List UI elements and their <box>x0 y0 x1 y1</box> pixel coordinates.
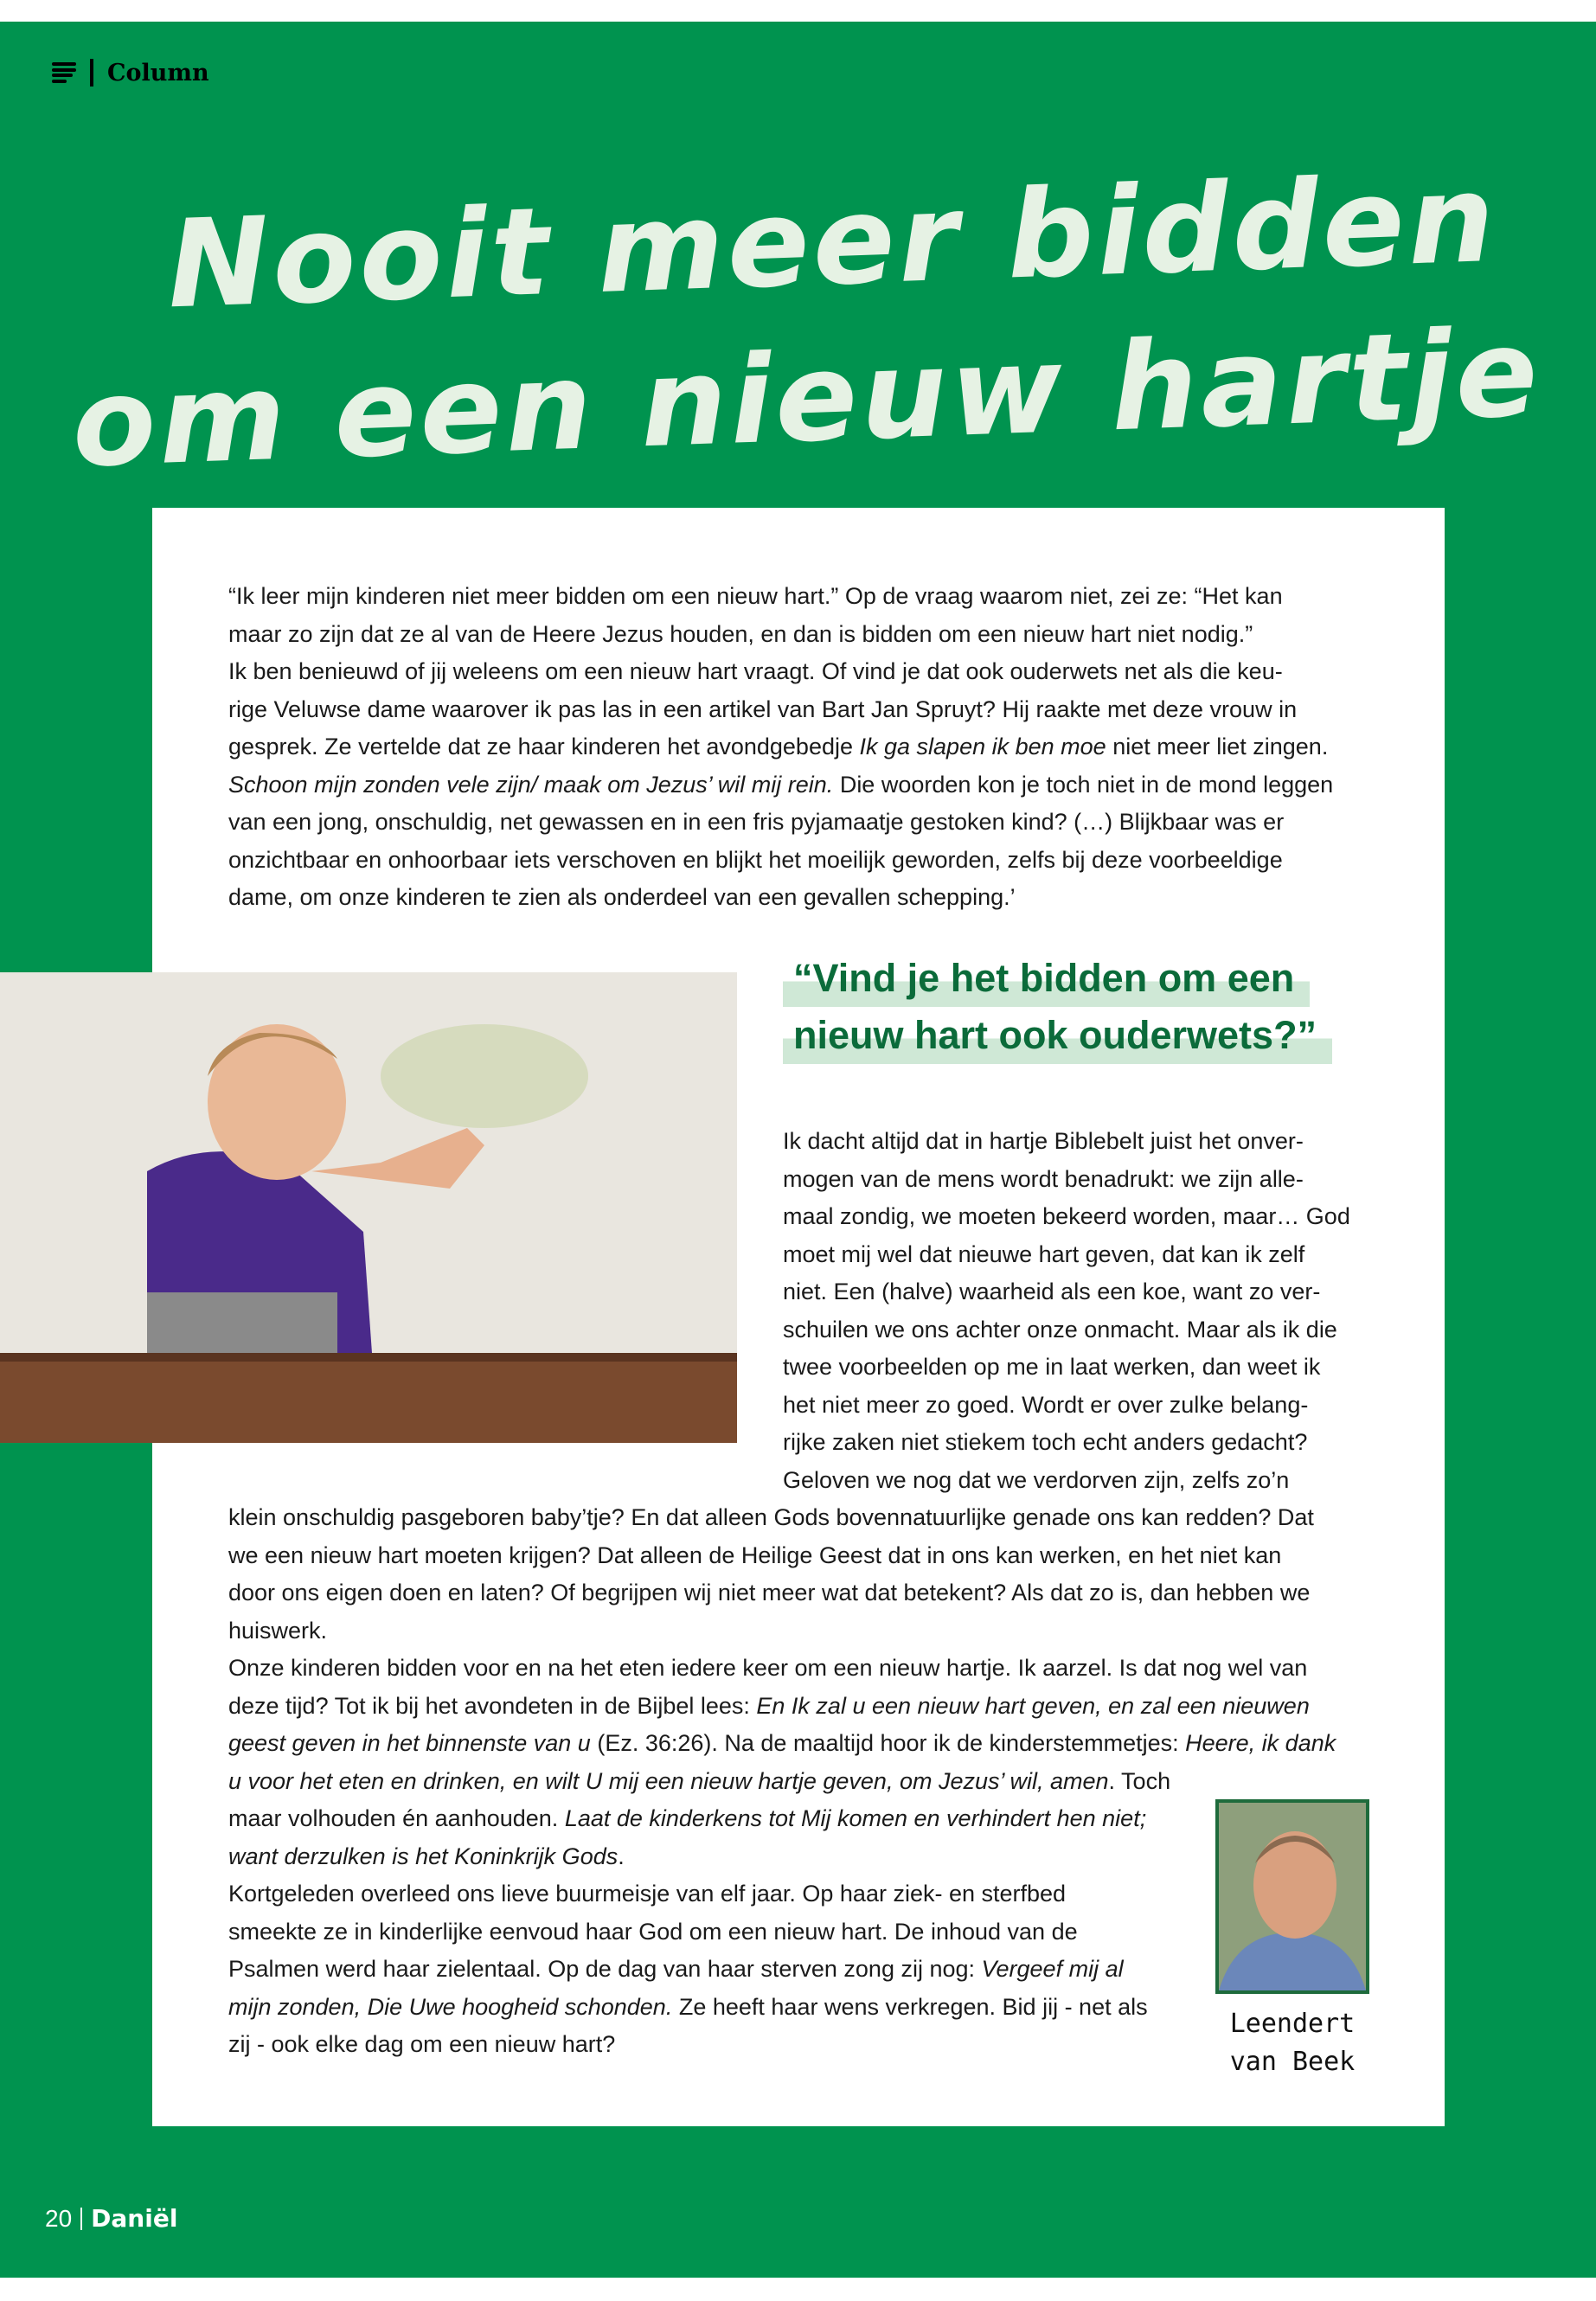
text-line <box>783 1236 1350 1274</box>
page-number: 20 <box>45 2204 73 2232</box>
text-line <box>228 1537 1336 1575</box>
author-photo <box>1215 1799 1369 1994</box>
body-text: Onze kinderen bidden voor en na het eten iedere keer om een nieuw hartje. Ik aarzel. Is dat nog wel van <box>228 1655 1308 1681</box>
pull-quote-line-1: “Vind je het bidden om een <box>783 950 1310 1007</box>
italic-quote-text: want derzulken is het Koninkrijk Gods <box>228 1843 619 1869</box>
body-text: maar zo zijn dat ze al van de Heere Jezus houden, en dan is bidden om een nieuw hart niet nodig.” <box>228 620 1253 647</box>
body-text: rige Veluwse dame waarover ik pas las in een artikel van Bart Jan Spruyt? Hij raakte met deze vrouw in <box>228 695 1298 722</box>
author-name <box>1215 2005 1369 2081</box>
text-line <box>783 1311 1350 1349</box>
body-text: smeekte ze in kinderlijke eenvoud haar God om een nieuw hart. De inhoud van de <box>228 1918 1078 1945</box>
page-footer <box>45 2204 177 2233</box>
text-line <box>228 1499 1336 1537</box>
text-line <box>783 1387 1350 1425</box>
text-line <box>783 1273 1350 1311</box>
text-line <box>783 1198 1350 1236</box>
text-line <box>783 1424 1350 1462</box>
text-line <box>228 879 1333 917</box>
text-line <box>783 1462 1350 1500</box>
body-text: maar volhouden én aanhouden. <box>228 1805 565 1831</box>
body-text: klein onschuldig pasgeboren baby’tje? En dat alleen Gods bovennatuurlijke genade ons kan redden? Dat <box>228 1504 1314 1530</box>
text-line <box>228 842 1333 880</box>
author-first-name: Leendert <box>1229 2009 1356 2039</box>
body-text: Ze heeft haar wens verkregen. Bid jij - net als <box>672 1993 1148 2020</box>
italic-quote-text: Laat de kinderkens tot Mij komen en verhindert hen niet; <box>564 1805 1147 1831</box>
body-text: (Ez. 36:26). Na de maaltijd hoor ik de kinderstemmetjes: <box>590 1730 1186 1756</box>
praying-boy-photo <box>0 972 737 1443</box>
body-text: gesprek. Ze vertelde dat ze haar kinderen het avondgebedje <box>228 734 860 760</box>
italic-quote-text: Heere, ik dank <box>1185 1730 1336 1756</box>
text-line <box>228 616 1333 654</box>
text-line <box>228 804 1333 842</box>
text-line <box>228 691 1333 729</box>
body-text: onzichtbaar en onhoorbaar iets verschoven en blijkt het moeilijk geworden, zelfs bij deze voorbeeldige <box>228 846 1283 873</box>
divider <box>90 59 93 87</box>
body-text: “Ik leer mijn kinderen niet meer bidden om een nieuw hart.” Op de vraag waarom niet, zei ze: “Het kan <box>228 583 1283 609</box>
body-text: rijke zaken niet stiekem toch echt anders gedacht? <box>783 1429 1308 1455</box>
text-line <box>228 1951 1336 1989</box>
body-text: zij - ook elke dag om een nieuw hart? <box>228 2031 616 2057</box>
body-text: Psalmen werd haar zielentaal. Op de dag van haar sterven zong zij nog: <box>228 1956 982 1982</box>
text-line <box>783 1161 1350 1199</box>
text-line <box>228 1725 1336 1763</box>
body-text: niet. Een (halve) waarheid als een koe, want zo ver- <box>783 1279 1321 1304</box>
body-text: mogen van de mens wordt benadrukt: we zijn alle- <box>783 1165 1304 1192</box>
text-line <box>228 1650 1336 1688</box>
text-line <box>783 1349 1350 1387</box>
body-text: niet meer liet zingen. <box>1106 734 1329 760</box>
headline-line-2: om een nieuw hartje <box>69 303 1544 496</box>
section-title: Column <box>107 59 209 87</box>
text-line <box>228 653 1333 691</box>
body-text: door ons eigen doen en laten? Of begrijpen wij niet meer wat dat betekent? Als dat zo is, dan hebben we <box>228 1580 1311 1606</box>
pull-quote-line-2: nieuw hart ook ouderwets?” <box>783 1007 1332 1064</box>
text-line <box>228 1612 1336 1650</box>
body-text: . <box>618 1843 625 1869</box>
body-text: . Toch <box>1108 1767 1171 1794</box>
italic-quote-text: mijn zonden, Die Uwe hoogheid schonden. <box>228 1993 673 2020</box>
headline-line-1: Nooit meer bidden <box>165 148 1500 336</box>
text-line <box>228 578 1333 616</box>
italic-quote-text: geest geven in het binnenste van u <box>228 1730 591 1756</box>
section-label <box>52 59 209 87</box>
italic-quote-text: u voor het eten en drinken, en wilt U mij een nieuw hartje geven, om Jezus’ wil, amen <box>228 1767 1109 1794</box>
body-text: we een nieuw hart moeten krijgen? Dat alleen de Heilige Geest dat in ons kan werken, en het niet kan <box>228 1541 1282 1568</box>
body-text: deze tijd? Tot ik bij het avondeten in de Bijbel lees: <box>228 1692 757 1719</box>
column-icon <box>52 62 76 83</box>
text-line <box>228 1989 1336 2027</box>
body-text: Kortgeleden overleed ons lieve buurmeisje van elf jaar. Op haar ziek- en sterfbed <box>228 1881 1067 1907</box>
body-text: van een jong, onschuldig, net gewassen en in een fris pyjamaatje gestoken kind? (…) Blijkbaar was er <box>228 809 1285 835</box>
body-text: Ik ben benieuwd of jij weleens om een nieuw hart vraagt. Of vind je dat ook ouderwets net als die keu- <box>228 658 1283 684</box>
body-text: moet mij wel dat nieuwe hart geven, dat kan ik zelf <box>783 1240 1305 1267</box>
body-text: dame, om onze kinderen te zien als onderdeel van een gevallen schepping.’ <box>228 884 1016 910</box>
body-text: schuilen we ons achter onze onmacht. Maar als ik die <box>783 1316 1337 1343</box>
closing-paragraphs <box>228 1499 1336 2064</box>
body-text: Die woorden kon je toch niet in de mond leggen <box>833 771 1334 798</box>
text-line <box>228 1574 1336 1612</box>
text-line <box>228 766 1333 804</box>
body-text: maal zondig, we moeten bekeerd worden, maar… God <box>783 1203 1350 1229</box>
italic-quote-text: Ik ga slapen ik ben moe <box>859 734 1106 760</box>
italic-quote-text: Vergeef mij al <box>981 1956 1124 1982</box>
footer-divider <box>80 2208 82 2230</box>
text-line <box>228 2026 1336 2064</box>
text-line <box>228 1875 1336 1913</box>
text-line <box>228 1688 1336 1726</box>
text-line <box>228 728 1333 766</box>
magazine-name: Daniël <box>91 2204 178 2233</box>
author-last-name: van Beek <box>1229 2047 1356 2077</box>
text-line <box>228 1838 1336 1876</box>
pull-quote <box>783 950 1332 1064</box>
italic-quote-text: Schoon mijn zonden vele zijn/ maak om Jezus’ wil mij rein. <box>228 771 834 798</box>
text-line <box>228 1913 1336 1952</box>
body-text: Geloven we nog dat we verdorven zijn, zelfs zo’n <box>783 1466 1290 1493</box>
text-line <box>228 1800 1336 1838</box>
body-text: Ik dacht altijd dat in hartje Biblebelt juist het onver- <box>783 1128 1304 1154</box>
intro-paragraph <box>228 578 1333 917</box>
body-text: huiswerk. <box>228 1617 328 1644</box>
body-text: twee voorbeelden op me in laat werken, dan weet ik <box>783 1354 1321 1380</box>
italic-quote-text: En Ik zal u een nieuw hart geven, en zal een nieuwen <box>756 1692 1310 1719</box>
body-text: het niet meer zo goed. Wordt er over zulke belang- <box>783 1391 1309 1418</box>
text-line <box>228 1763 1336 1801</box>
right-column-paragraph <box>783 1123 1350 1499</box>
text-line <box>783 1123 1350 1161</box>
